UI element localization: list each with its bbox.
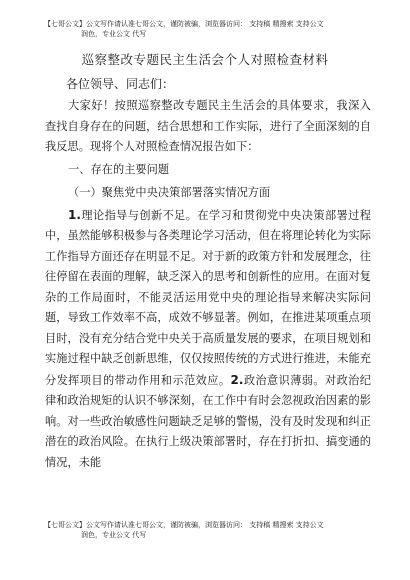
item-number: 1. [68,207,82,222]
body-paragraph [45,205,371,474]
header-line-1: 【七哥公文】公文写作请认准七哥公文，谨防被骗，浏览器访问： 支持稿 精搜索 支持公文 [44,20,324,28]
salutation: 各位领导、同志们： [66,77,175,91]
item-text: 政治意识薄弱。对政治纪律和政治规矩的认识不够深刻，在工作中有时会忽视政治因素的影响。对一些政治敏感性问题缺乏足够的警惕，没有及时发现和纠正潜在的政治风险。在执行上级决策部署时，存在打折扣、搞变通的情况，未能 [45,373,371,469]
footer-line-2: 润色，专业公文 代写 [81,531,147,539]
document-title: 巡察整改专题民主生活会个人对照检查材料 [81,52,329,67]
footer-line-1: 【七哥公文】公文写作请认准七哥公文，谨防被骗，浏览器访问： 支持稿 精搜索 支持公文 [44,521,324,529]
subsection-heading: （一）聚焦党中央决策部署落实情况方面 [68,186,271,199]
page-footer-watermark [44,520,374,540]
intro-paragraph: 大家好！按照巡察整改专题民主生活会的具体要求，我深入查找自身存在的问题，结合思想和工作实际，进行了全面深刻的自我反思。现将个人对照检查情况报告如下： [45,99,371,153]
document-body [45,96,371,473]
header-line-2: 润色，专业公文 代写 [81,30,147,38]
page-header-watermark [44,19,374,39]
item-text: 理论指导与创新不足。在学习和贯彻党中央决策部署过程中，虽然能够积极参与各类理论学习活动，但在将理论转化为实际工作指导方面还存在明显不足。对于新的政策方针和发展理念，往往停留在表面的理解，缺乏深入的思考和创新性的应用。在面对复杂的工作局面时，不能灵活运用党中央的理论指导来解决实际问题，导致工作效率不高，成效不够显著。例如，在推进某项重点项目时，没有充分结合党中央关于高质量发展的要求，在项目规划和实施过程中缺乏创新思维，仅仅按照传统的方式进行推进，未能充分发挥项目的带动作用和示范效应。 [45,208,371,387]
item-number: 2. [230,372,244,387]
section-heading: 一、存在的主要问题 [68,162,170,176]
